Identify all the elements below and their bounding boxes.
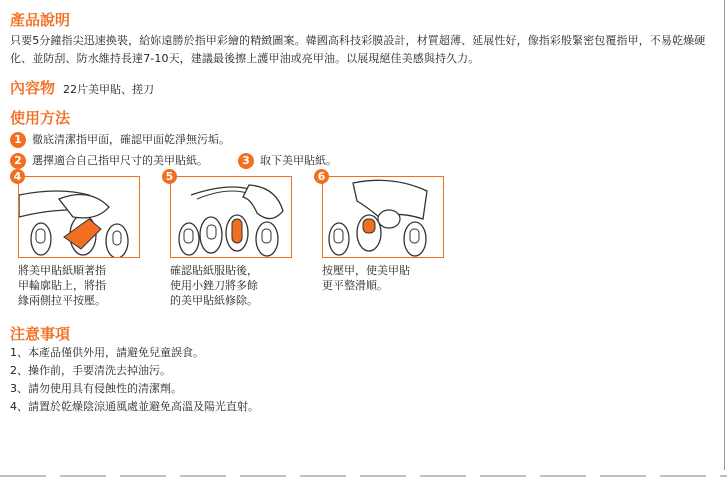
usage-section [10,108,715,308]
step-number-badge: 4 [10,169,25,184]
step-number-badge: 2 [10,153,26,169]
step-1 [10,131,715,149]
illustration-frame [165,170,292,258]
caption-line: 使用小銼刀將多餘 [170,279,258,292]
illustration-step-5 [165,170,292,308]
caption-line: 的美甲貼紙修除。 [170,294,258,307]
illustration-row [13,170,715,308]
step-2-3 [10,152,715,170]
caption-line: 更平整滑順。 [322,279,388,292]
file-illustration-icon [171,177,291,257]
illustration-caption [18,263,148,308]
illustration-frame [317,170,444,258]
finger-illustration-icon [19,177,139,257]
step-text: 選擇適合自己指甲尺寸的美甲貼紙。 [32,154,208,167]
contents-section [10,78,715,98]
bottom-dashed-rule [0,475,727,477]
illustration-caption [170,263,300,308]
page-edge-rule [724,0,725,470]
contents-text: 22片美甲貼、搓刀 [63,83,155,96]
product-heading: 產品說明 [10,11,71,29]
step-number-badge: 6 [314,169,329,184]
caption-line: 緣兩側拉平按壓。 [18,294,106,307]
note-item: 2、操作前，手要清洗去掉油污。 [10,364,171,377]
notes-heading: 注意事項 [10,325,71,343]
note-item: 3、請勿使用具有侵蝕性的清潔劑。 [10,382,182,395]
document-content [10,10,715,416]
illustration-caption [322,263,452,293]
illustration-frame [13,170,140,258]
caption-line: 甲輪廓貼上，將指 [18,279,106,292]
press-illustration-icon [323,177,443,257]
step-number-badge: 5 [162,169,177,184]
note-item: 4、請置於乾燥陰涼通風處並避免高溫及陽光直射。 [10,400,259,413]
product-description: 只要5分鐘指尖迅速換裝，給妳遠勝於指甲彩繪的精緻圖案。韓國高科技彩膜設計，材質超薄、延展性好，像指彩般緊密包覆指甲，不易乾燥硬化、並防刮、防水維持長達7-10天，建議最後擦上護甲油或亮甲油。以展現絕佳美感與持久力。 [10,34,706,65]
step-text: 徹底清潔指甲面，確認甲面乾淨無污垢。 [32,133,230,146]
step-text: 取下美甲貼紙。 [260,154,337,167]
notes-section [10,324,715,416]
illustration-step-4 [13,170,140,308]
product-section [10,10,715,68]
step-number-badge: 1 [10,132,26,148]
step-number-badge: 3 [238,153,254,169]
caption-line: 按壓甲，使美甲貼 [322,264,410,277]
usage-heading: 使用方法 [10,109,71,127]
caption-line: 將美甲貼紙順著指 [18,264,106,277]
caption-line: 確認貼紙服貼後， [170,264,258,277]
note-item: 1、本產品僅供外用，請避免兒童誤食。 [10,346,204,359]
contents-heading: 內容物 [10,79,56,97]
illustration-step-6 [317,170,444,308]
